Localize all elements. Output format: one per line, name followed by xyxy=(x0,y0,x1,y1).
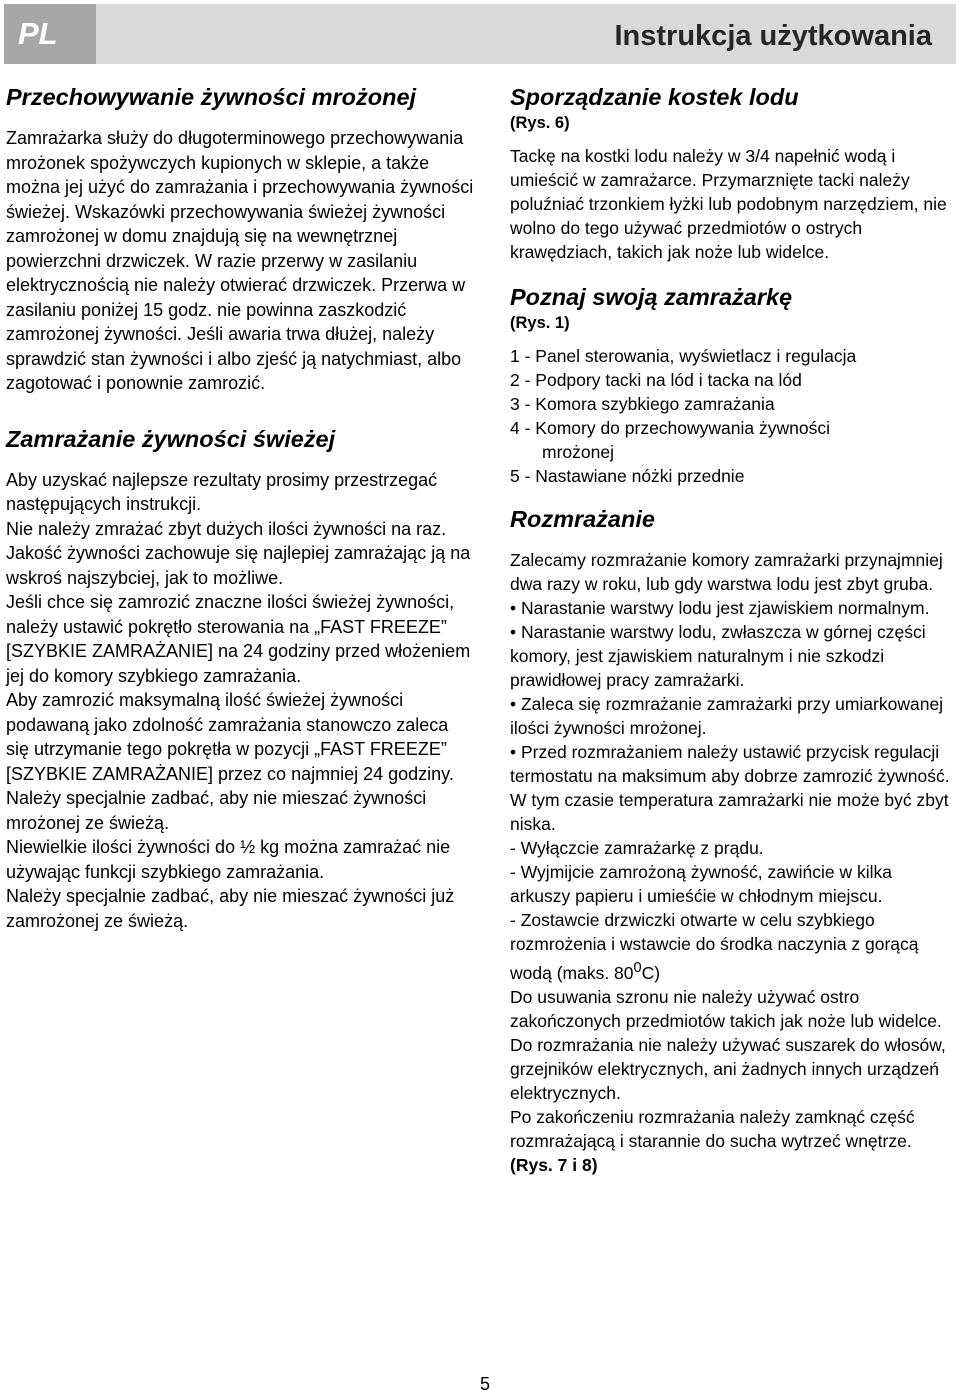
page-number: 5 xyxy=(480,1374,491,1394)
bullet-item: • Narastanie warstwy lodu jest zjawiskiem normalnym. xyxy=(510,598,930,618)
list-item: 1 - Panel sterowania, wyświetlacz i regulacja xyxy=(510,346,857,366)
paragraph: Należy specjalnie zadbać, aby nie mieszać żywności już zamrożonej ze świeżą. xyxy=(6,886,455,931)
bullet-item: • Zaleca się rozmrażanie zamrażarki przy umiarkowanej ilości żywności mrożonej. xyxy=(510,694,944,738)
paragraph: Do rozmrażania nie należy używać suszarek do włosów, grzejników elektrycznych, ani żadnych innych urządzeń elektrycznych. xyxy=(510,1034,946,1103)
list-item: 5 - Nastawiane nóżki przednie xyxy=(510,466,745,486)
right-column xyxy=(510,82,954,1177)
language-badge: PL xyxy=(4,4,96,64)
list-item: 2 - Podpory tacki na lód i tacka na lód xyxy=(510,370,802,390)
paragraph xyxy=(510,1105,954,1177)
paragraph: Aby uzyskać najlepsze rezultaty prosimy przestrzegać następujących instrukcji. xyxy=(6,469,438,514)
list-item-continuation: mrożonej xyxy=(542,442,614,462)
step-item: - Wyłączcie zamrażarkę z prądu. xyxy=(510,838,764,858)
list-item: 3 - Komora szybkiego zamrażania xyxy=(510,394,775,414)
ice-cubes-text: Tackę na kostki lodu należy w 3/4 napełnić wodą i umieścić w zamrażarce. Przymarznięte tacki należy poluźniać trzonkiem łyżki lub podobnym narzędziem, nie wolno do tego używać przedmiotów o ostrych krawędziach, takich jak noże lub widelce. xyxy=(510,146,947,262)
step-text-end: C) xyxy=(641,962,661,983)
section-title-know-freezer: Poznaj swoją zamrażarkę xyxy=(510,284,793,310)
paragraph: Aby zamrozić maksymalną ilość świeżej żywności podawaną jako zdolność zamrażania stanowczo zaleca się utrzymanie tego pokrętła w pozycji „FAST FREEZE” [SZYBKIE ZAMRAŻANIE] przez co najmniej 24 godziny. Należy specjalnie zadbać, aby nie mieszać żywności mrożonej ze świeżą. xyxy=(6,690,454,833)
section-title-frozen-storage: Przechowywanie żywności mrożonej xyxy=(6,84,417,110)
step-text: - Zostawcie drzwiczki otwarte w celu szybkiego rozmrożenia i wstawcie do środka naczynia z gorącą wodą (maks. 80 xyxy=(510,910,919,983)
list-item: 4 - Komory do przechowywania żywności xyxy=(510,418,830,438)
figure-ref: (Rys. 1) xyxy=(510,314,570,332)
paragraph-text: Po zakończeniu rozmrażania należy zamknąć część rozmrażającą i starannie do sucha wytrzeć wnętrze. xyxy=(510,1106,915,1151)
paragraph: Niewielkie ilości żywności do ½ kg można zamrażać nie używając funkcji szybkiego zamrażania. xyxy=(6,837,451,882)
frozen-storage-text: Zamrażarka służy do długoterminowego przechowywania mrożonek spożywczych kupionych w sklepie, a także można jej użyć do zamrażania i przechowywania żywności świeżej. Wskazówki przechowywania świeżej żywności zamrożonej w domu znajdują się na wewnętrznej powierzchni drzwiczek. W razie przerwy w zasilaniu elektrycznością nie należy otwierać drzwiczek. Przerwa w zasilaniu poniżej 15 godz. nie powinna zaszkodzić zamrożonej żywności. Jeśli awaria trwa dłużej, należy sprawdzić stan żywności i albo zjeść ją natychmiast, albo zagotować i ponownie zamrozić. xyxy=(6,128,474,393)
page-header xyxy=(4,4,956,64)
step-item: - Wyjmijcie zamrożoną żywność, zawińcie w kilka arkuszy papieru i umieśćie w chłodnym miejscu. xyxy=(510,862,893,906)
figure-ref: (Rys. 7 i 8) xyxy=(510,1154,598,1175)
paragraph: Zalecamy rozmrażanie komory zamrażarki przynajmniej dwa razy w roku, lub gdy warstwa lodu jest zbyt gruba. xyxy=(510,550,943,594)
step-item xyxy=(510,908,954,985)
section-title-freezing-fresh: Zamrażanie żywności świeżej xyxy=(6,425,336,452)
paragraph: Jeśli chce się zamrozić znaczne ilości świeżej żywności, należy ustawić pokrętło sterowania na „FAST FREEZE” [SZYBKIE ZAMRAŻANIE] na 24 godziny przed włożeniem jej do komory szybkiego zamrażania. xyxy=(6,592,471,686)
superscript-degree: 0 xyxy=(633,960,642,976)
paragraph: Nie należy zmrażać zbyt dużych ilości żywności na raz. Jakość żywności zachowuje się najlepiej zamrażając ją na wskroś najszybciej, jak to możliwe. xyxy=(6,518,471,588)
bullet-item: • Narastanie warstwy lodu, zwłaszcza w górnej części komory, jest zjawiskiem naturalnym i nie szkodzi prawidłowej pracy zamrażarki. xyxy=(510,622,926,690)
document-title: Instrukcja użytkowania xyxy=(614,20,932,52)
section-title-defrosting: Rozmrażanie xyxy=(510,506,655,532)
bullet-item: • Przed rozmrażaniem należy ustawić przycisk regulacji termostatu na maksimum aby dobrze zamrozić żywność. W tym czasie temperatura zamrażarki nie może być zbyt niska. xyxy=(510,742,950,834)
left-column xyxy=(6,82,476,933)
defrosting-text xyxy=(510,548,954,1177)
parts-list xyxy=(510,344,954,488)
section-title-ice-cubes: Sporządzanie kostek lodu xyxy=(510,84,799,110)
figure-ref: (Rys. 6) xyxy=(510,114,570,132)
freezing-fresh-text xyxy=(6,468,476,934)
paragraph: Do usuwania szronu nie należy używać ostro zakończonych przedmiotów takich jak noże lub widelce. xyxy=(510,986,942,1031)
